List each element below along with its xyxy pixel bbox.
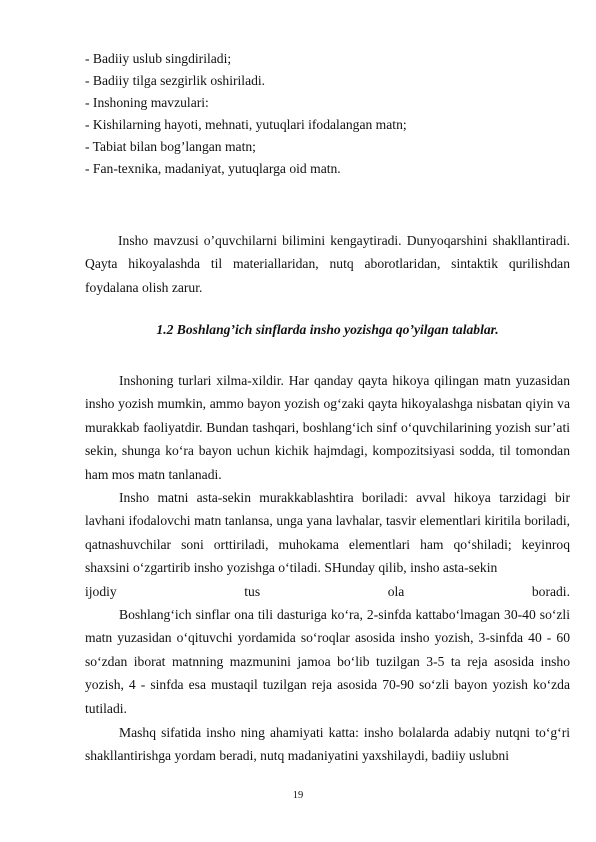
paragraph-types: Inshoning turlari xilma-xildir. Har qanday qayta hikoya qilingan matn yuzasidan insho yozish mumkin, ammo bayon yozish og‘zaki qayta hikoyalashga nisbatan qiyin va murakkab faoliyatdir. Bundan tashqari, boshlang‘ich sinf o‘quvchilarining yozish sur’ati sekin, shunga ko‘ra bayon uchun kichik hajmdagi, kompozitsiyasi sodda, til tomondan ham mos matn tanlanadi.	[85, 373, 570, 482]
word: tus	[244, 584, 261, 599]
list-item: - Inshoning mavzulari:	[85, 95, 209, 110]
paragraph-curriculum: Boshlang‘ich sinflar ona tili dasturiga ko‘ra, 2-sinfda kattabo‘lmagan 30-40 so‘zli matn yuzasidan o‘qituvchi yordamida so‘roqlar asosida insho yozish, 3-sinfda 40 - 60 so‘zdan iborat matnning mazmunini jamoa bo‘lib tuzilgan 3-5 ta reja asosida insho yozish, 4 - sinfda esa mustaqil tuzilgan reja asosida 70-90 so‘zli bayon yozish ko‘zda tutiladi.	[85, 607, 570, 716]
word: ola	[387, 584, 405, 599]
paragraph-complexity: Insho matni asta-sekin murakkablashtira boriladi: avval hikoya tarzidagi bir lavhani ifodalovchi matn tanlansa, unga yana lavhalar, tasvir elementlari kiritila boriladi, qatnashuvchilar soni orttiriladi, muhokama elementlari ham qo‘shiladi; keyinroq shaxsini o‘zgartirib insho yozishga o‘tiladi. SHunday qilib, insho asta-sekin	[85, 490, 570, 576]
section-heading: 1.2 Boshlang’ich sinflarda insho yozishga qo’yilgan talablar.	[156, 322, 499, 337]
word: boradi.	[531, 584, 570, 599]
list-item: - Kishilarning hayoti, mehnati, yutuqlari ifodalangan matn;	[85, 117, 407, 132]
word: ijodiy	[85, 584, 117, 599]
list-item: - Fan-texnika, madaniyat, yutuqlarga oid matn.	[85, 161, 341, 176]
list-item: - Badiiy tilga sezgirlik oshiriladi.	[85, 73, 266, 88]
paragraph-complexity-last-line	[85, 580, 570, 603]
paragraph-intro: Insho mavzusi o’quvchilarni bilimini kengaytiradi. Dunyoqarshini shakllantiradi. Qayta hikoyalashda til materiallaridan, nutq aborotlaridan, sintaktik qurilishdan foydalana olish zarur.	[85, 233, 570, 295]
paragraph-exercise: Mashq sifatida insho ning ahamiyati katta: insho bolalarda adabiy nutqni to‘g‘ri shakllantirishga yordam beradi, nutq madaniyatini yaxshilaydi, badiiy uslubni	[85, 725, 570, 764]
topic-list	[85, 48, 575, 180]
list-item: - Tabiat bilan bog’langan matn;	[85, 139, 256, 154]
list-item: - Badiiy uslub singdiriladi;	[85, 51, 232, 66]
page-number: 19	[292, 790, 304, 801]
